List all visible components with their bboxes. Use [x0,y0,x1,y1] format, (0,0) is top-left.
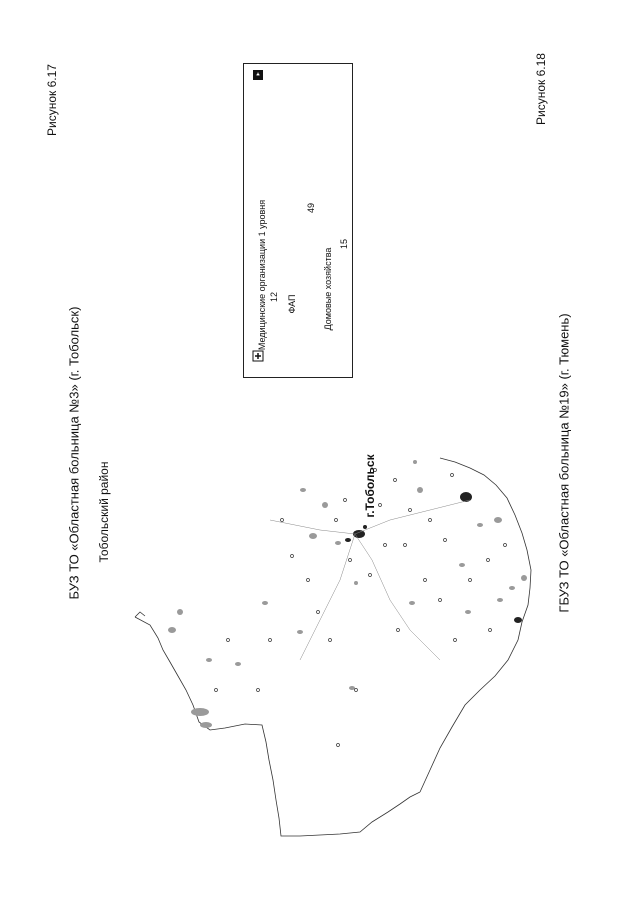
figure-caption-top: Рисунок 6.17 [45,64,59,136]
city-label-tobolsk: г.Тобольск [363,454,377,518]
map-title: Тобольский район [97,461,111,563]
district-boundary [135,458,531,836]
legend-households-count: 15 [339,238,349,250]
map-legend [243,63,353,378]
legend-med-count: 12 [269,291,279,303]
figure-caption-bottom: Рисунок 6.18 [534,53,548,125]
section-heading-bottom: ГБУЗ ТО «Областная больница №19» (г. Тюмень) [556,313,572,613]
settlement-patches [168,460,527,728]
legend-fap-label: ФАП [287,294,297,314]
settlement-dots [215,469,507,747]
section-heading-top: БУЗ ТО «Областная больница №3» (г. Тобольск) [66,306,82,600]
legend-med-label: Медицинские организации 1 уровня [257,199,267,351]
road-lines [270,500,470,660]
legend-fap-count: 49 [306,202,316,214]
legend-households-label: Домовые хозяйства [323,247,333,331]
